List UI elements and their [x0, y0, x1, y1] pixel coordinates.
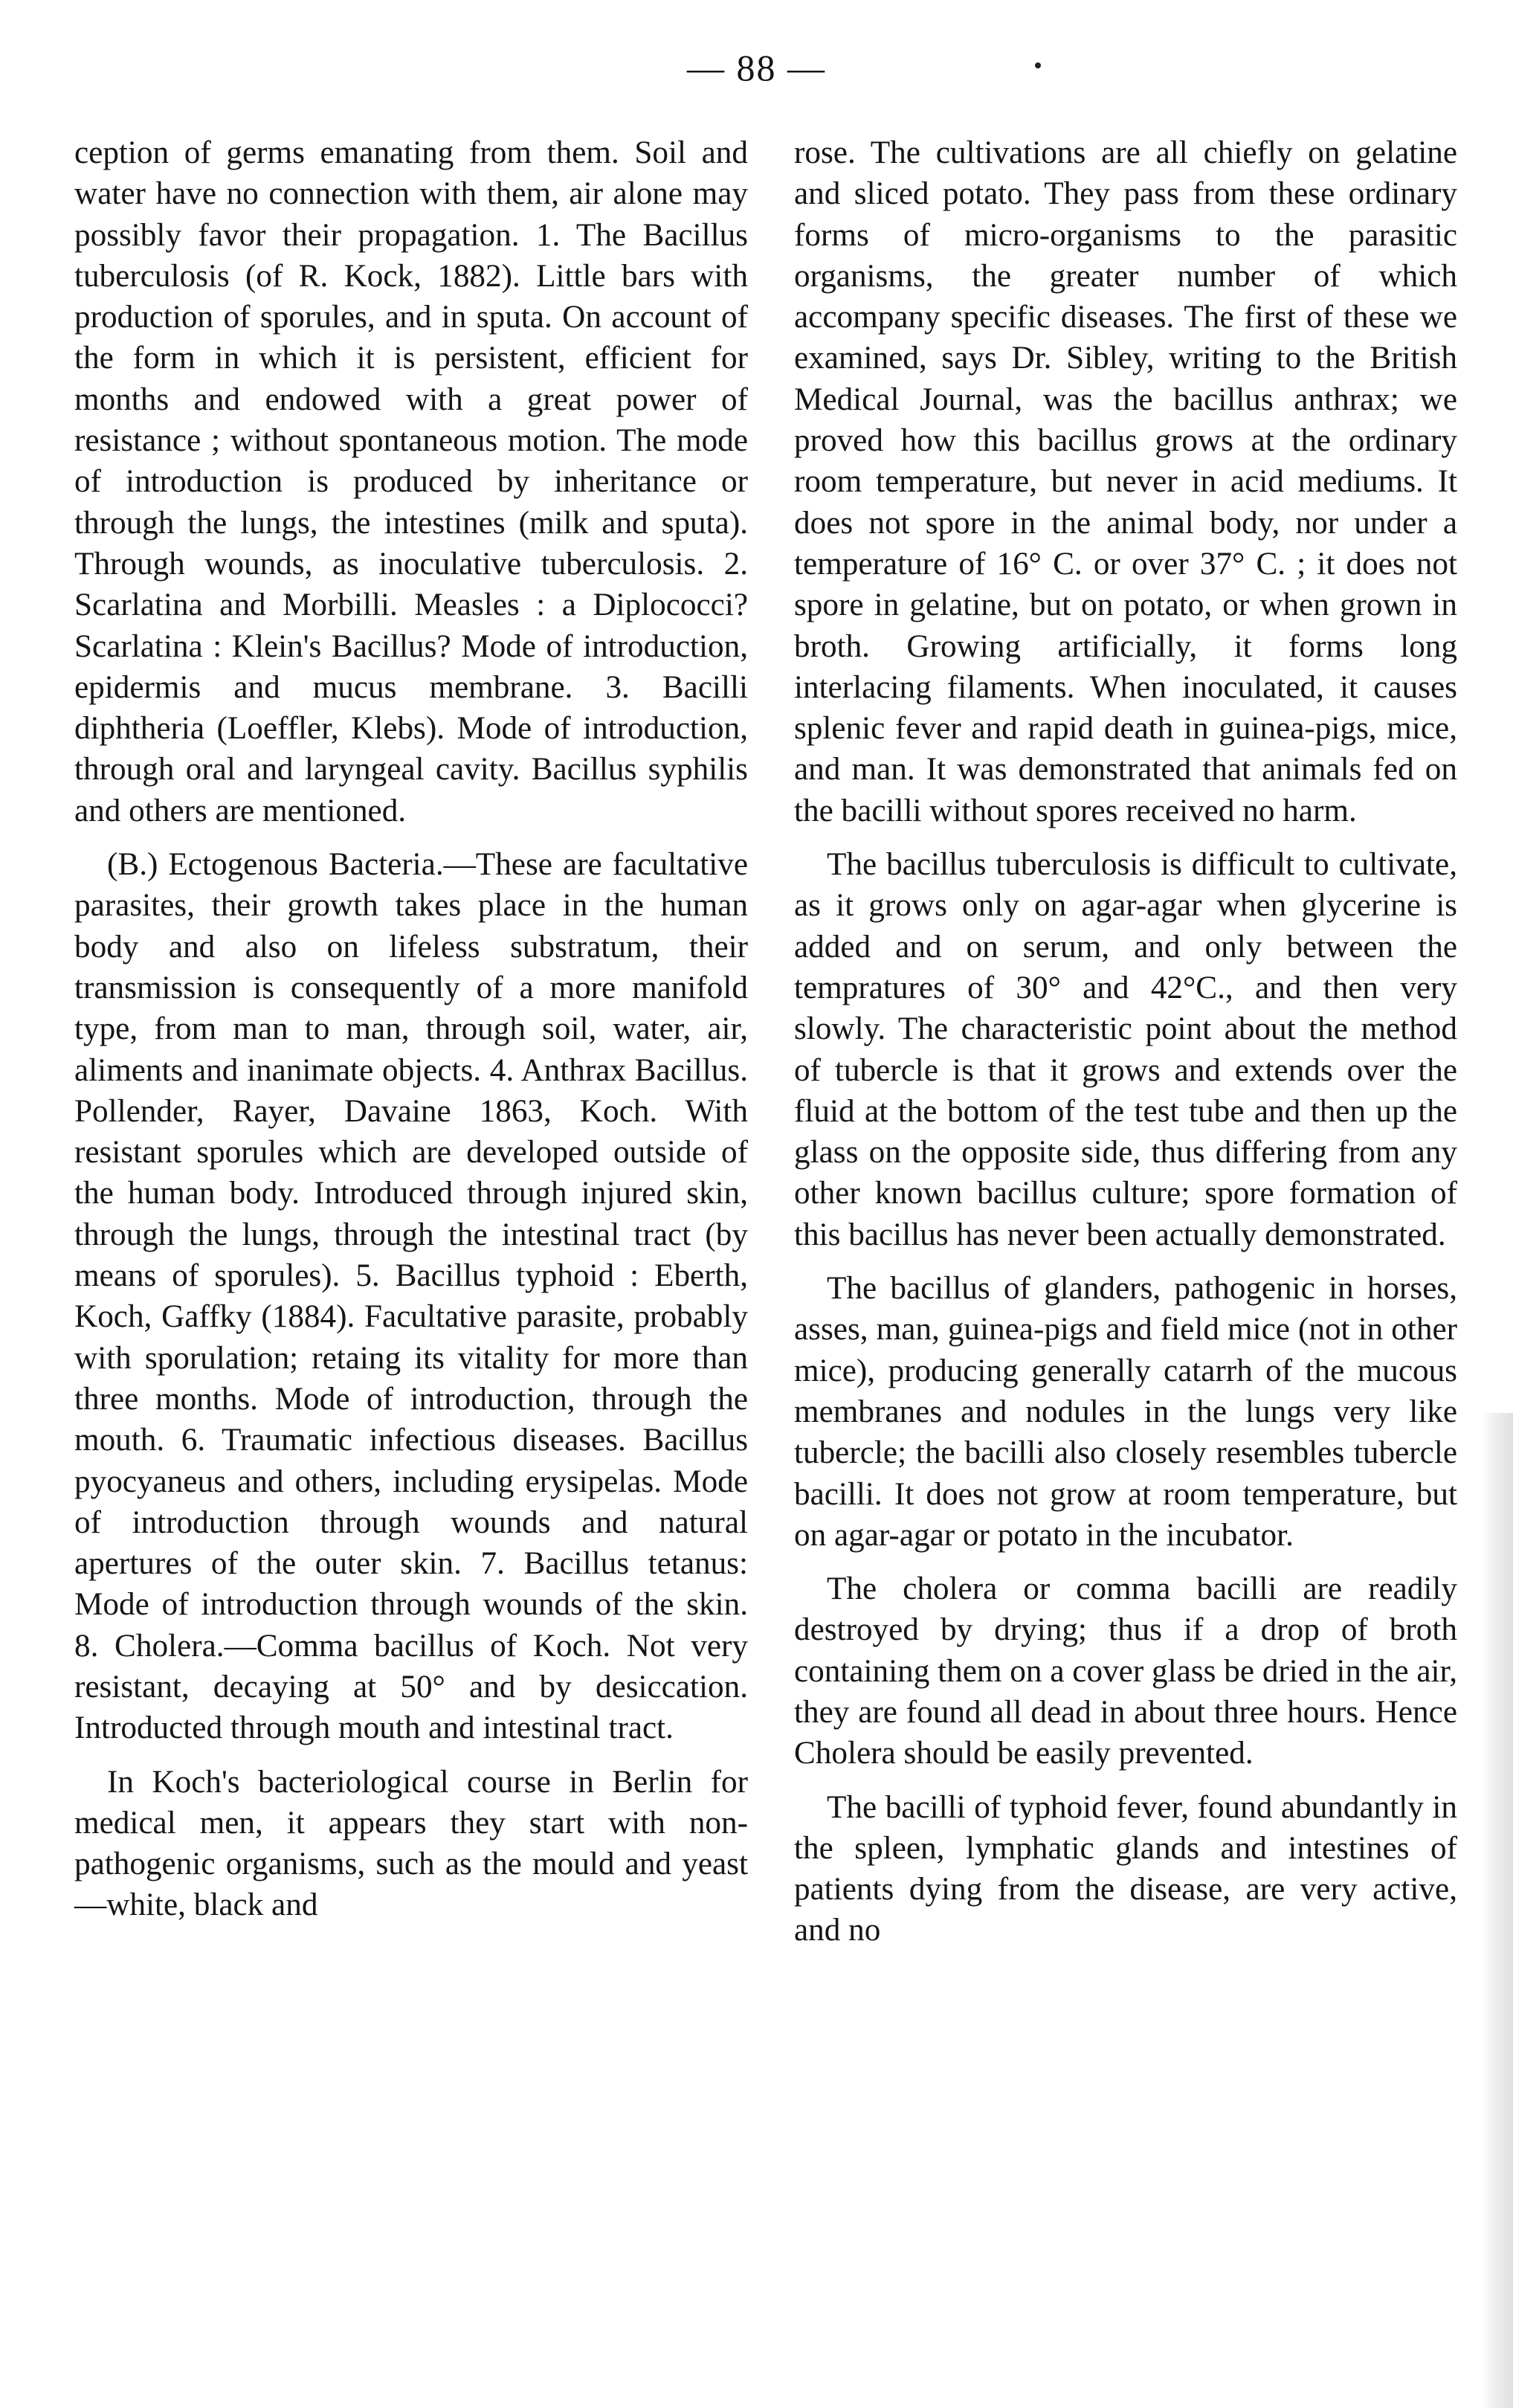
right-paragraph-5: The bacilli of typhoid fever, found abundantly in the spleen, lymphatic glands and intestines of patients dying from the disease, are very active, and no [794, 1789, 1457, 1948]
scan-edge-shadow [1481, 1413, 1513, 2408]
page-number: — 88 — [687, 47, 826, 88]
left-column [74, 132, 748, 1926]
left-paragraph-2: (B.) Ectogenous Bacteria.—These are facultative parasites, their growth takes place in the human body and also on lifeless substratum, their transmission is consequently of a more manifold type, from man to man, through soil, water, air, aliments and inanimate objects. 4. Anthrax Bacillus. Pollender, Rayer, Davaine 1863, Koch. With resistant sporules which are developed outside of the human body. Introduced through injured skin, through the lungs, through the intestinal tract (by means of sporules). 5. Bacillus typhoid : Eberth, Koch, Gaffky (1884). Facultative parasite, probably with sporulation; retaing its vitality for more than three months. Mode of introduction, through the mouth. 6. Traumatic infectious diseases. Bacillus pyocyaneus and others, including erysipelas. Mode of introduction through wounds and natural apertures of the outer skin. 7. Bacillus tetanus: Mode of introduction through wounds of the skin. 8. Cholera.—Comma bacillus of Koch. Not very resistant, decaying at 50° and by desiccation. Introducted through mouth and intestinal tract. [74, 847, 748, 1746]
right-paragraph-2: The bacillus tuberculosis is difficult to cultivate, as it grows only on agar-agar when glycerine is added and on serum, and only between the tempratures of 30° and 42°C., and then very slowly. The characteristic point about the method of tubercle is that it grows and extends over the fluid at the bottom of the test tube and then up the glass on the opposite side, thus differing from any other known bacillus culture; spore formation of this bacillus has never been actually demonstrated. [794, 847, 1457, 1252]
left-paragraph-1: ception of germs emanating from them. Soil and water have no connection with them, air alone may possibly favor their propagation. 1. The Bacillus tuberculosis (of R. Kock, 1882). Little bars with production of sporules, and in sputa. On account of the form in which it is persistent, efficient for months and endowed with a great power of resistance ; without spontaneous motion. The mode of introduction is produced by inheritance or through the lungs, the intestines (milk and sputa). Through wounds, as inoculative tuberculosis. 2. Scarlatina and Morbilli. Measles : a Diplococci? Scarlatina : Klein's Bacillus? Mode of introduction, epidermis and mucus membrane. 3. Bacilli diphtheria (Loeffler, Klebs). Mode of introduction, through oral and laryngeal cavity. Bacillus syphilis and others are mentioned. [74, 135, 748, 828]
right-paragraph-3: The bacillus of glanders, pathogenic in horses, asses, man, guinea-pigs and field mice (not in other mice), producing generally catarrh of the mucous membranes and nodules in the lungs very like tubercle; the bacilli also closely resembles tubercle bacilli. It does not grow at room temperature, but on agar-agar or potato in the incubator. [794, 1271, 1457, 1553]
right-paragraph-1: rose. The cultivations are all chiefly on gelatine and sliced potato. They pass from these ordinary forms of micro-organisms to the parasitic organisms, the greater number of which accompany specific diseases. The first of these we examined, says Dr. Sibley, writing to the British Medical Journal, was the bacillus anthrax; we proved how this bacillus grows at the ordinary room temperature, but never in acid mediums. It does not spore in the animal body, nor under a temperature of 16° C. or over 37° C. ; it does not spore in gelatine, but on potato, or when grown in broth. Growing artificially, it forms long interlacing filaments. When inoculated, it causes splenic fever and rapid death in guinea-pigs, mice, and man. It was demonstrated that animals fed on the bacilli without spores received no harm. [794, 135, 1457, 828]
left-paragraph-3: In Koch's bacteriological course in Berlin for medical men, it appears they start with non-pathogenic organisms, such as the mould and yeast—white, black and [74, 1764, 748, 1923]
right-column [794, 132, 1457, 1951]
right-paragraph-4: The cholera or comma bacilli are readily destroyed by drying; thus if a drop of broth containing them on a cover glass be dried in the air, they are found all dead in about three hours. Hence Cholera should be easily prevented. [794, 1571, 1457, 1771]
print-speck [1035, 62, 1041, 68]
